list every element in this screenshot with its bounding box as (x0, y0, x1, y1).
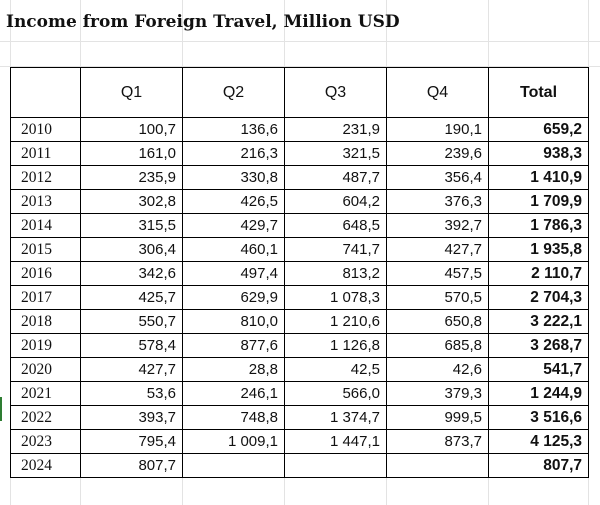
cell-q1[interactable]: 342,6 (81, 262, 183, 286)
cell-year[interactable]: 2017 (11, 286, 81, 310)
table-row (11, 334, 589, 358)
cell-q4[interactable]: 356,4 (387, 166, 489, 190)
header-row (11, 68, 589, 118)
cell-q2[interactable]: 216,3 (183, 142, 285, 166)
cell-year[interactable]: 2013 (11, 190, 81, 214)
cell-q2[interactable]: 28,8 (183, 358, 285, 382)
cell-q1[interactable]: 100,7 (81, 118, 183, 142)
cell-q1[interactable]: 578,4 (81, 334, 183, 358)
header-cell-q1[interactable]: Q1 (81, 68, 183, 118)
cell-q4[interactable]: 392,7 (387, 214, 489, 238)
cell-q4[interactable]: 190,1 (387, 118, 489, 142)
cell-total[interactable]: 3 268,7 (489, 334, 589, 358)
cell-q4[interactable]: 685,8 (387, 334, 489, 358)
cell-q3[interactable]: 604,2 (285, 190, 387, 214)
cell-year[interactable]: 2021 (11, 382, 81, 406)
cell-q1[interactable]: 550,7 (81, 310, 183, 334)
table-row (11, 430, 589, 454)
cell-q4[interactable]: 379,3 (387, 382, 489, 406)
table-row (11, 166, 589, 190)
gridline (0, 41, 600, 42)
cell-q3[interactable]: 813,2 (285, 262, 387, 286)
cell-q4[interactable]: 570,5 (387, 286, 489, 310)
row-selection-marker (0, 397, 2, 421)
header-cell-q3[interactable]: Q3 (285, 68, 387, 118)
cell-q3[interactable]: 321,5 (285, 142, 387, 166)
cell-q2[interactable] (183, 454, 285, 478)
cell-year[interactable]: 2019 (11, 334, 81, 358)
table-row (11, 406, 589, 430)
cell-year[interactable]: 2010 (11, 118, 81, 142)
header-cell-q4[interactable]: Q4 (387, 68, 489, 118)
cell-total[interactable]: 2 704,3 (489, 286, 589, 310)
cell-total[interactable]: 1 786,3 (489, 214, 589, 238)
cell-q3[interactable]: 1 126,8 (285, 334, 387, 358)
table-row (11, 142, 589, 166)
cell-q4[interactable]: 239,6 (387, 142, 489, 166)
cell-q2[interactable]: 246,1 (183, 382, 285, 406)
table-row (11, 310, 589, 334)
cell-year[interactable]: 2020 (11, 358, 81, 382)
cell-q3[interactable] (285, 454, 387, 478)
cell-year[interactable]: 2014 (11, 214, 81, 238)
table-row (11, 382, 589, 406)
cell-total[interactable]: 2 110,7 (489, 262, 589, 286)
cell-q1[interactable]: 302,8 (81, 190, 183, 214)
cell-total[interactable]: 1 935,8 (489, 238, 589, 262)
cell-q1[interactable]: 315,5 (81, 214, 183, 238)
table-row (11, 286, 589, 310)
cell-q2[interactable]: 136,6 (183, 118, 285, 142)
table-row (11, 190, 589, 214)
cell-year[interactable]: 2024 (11, 454, 81, 478)
cell-q3[interactable]: 231,9 (285, 118, 387, 142)
cell-total[interactable]: 1 709,9 (489, 190, 589, 214)
cell-year[interactable]: 2022 (11, 406, 81, 430)
table-row (11, 454, 589, 478)
cell-q4[interactable]: 42,6 (387, 358, 489, 382)
sheet-title[interactable]: Income from Foreign Travel, Million USD (6, 12, 400, 32)
cell-q1[interactable]: 53,6 (81, 382, 183, 406)
cell-total[interactable]: 938,3 (489, 142, 589, 166)
cell-q2[interactable]: 1 009,1 (183, 430, 285, 454)
cell-q3[interactable]: 1 447,1 (285, 430, 387, 454)
cell-total[interactable]: 3 222,1 (489, 310, 589, 334)
cell-total[interactable]: 1 410,9 (489, 166, 589, 190)
cell-q1[interactable]: 161,0 (81, 142, 183, 166)
cell-year[interactable]: 2018 (11, 310, 81, 334)
cell-q4[interactable]: 873,7 (387, 430, 489, 454)
cell-q4[interactable]: 457,5 (387, 262, 489, 286)
cell-year[interactable]: 2023 (11, 430, 81, 454)
table-row (11, 238, 589, 262)
table-row (11, 358, 589, 382)
cell-q4[interactable]: 650,8 (387, 310, 489, 334)
cell-q2[interactable]: 460,1 (183, 238, 285, 262)
cell-q1[interactable]: 795,4 (81, 430, 183, 454)
cell-q1[interactable]: 235,9 (81, 166, 183, 190)
cell-q2[interactable]: 810,0 (183, 310, 285, 334)
cell-q1[interactable]: 807,7 (81, 454, 183, 478)
cell-total[interactable]: 4 125,3 (489, 430, 589, 454)
cell-q2[interactable]: 429,7 (183, 214, 285, 238)
table-row (11, 214, 589, 238)
cell-q3[interactable]: 566,0 (285, 382, 387, 406)
cell-q3[interactable]: 1 078,3 (285, 286, 387, 310)
cell-total[interactable]: 1 244,9 (489, 382, 589, 406)
cell-total[interactable]: 3 516,6 (489, 406, 589, 430)
cell-q3[interactable]: 487,7 (285, 166, 387, 190)
cell-year[interactable]: 2016 (11, 262, 81, 286)
cell-q2[interactable]: 877,6 (183, 334, 285, 358)
cell-q4[interactable]: 999,5 (387, 406, 489, 430)
cell-q3[interactable]: 1 374,7 (285, 406, 387, 430)
cell-year[interactable]: 2011 (11, 142, 81, 166)
cell-total[interactable]: 807,7 (489, 454, 589, 478)
table-row (11, 118, 589, 142)
table-row (11, 262, 589, 286)
cell-q2[interactable]: 748,8 (183, 406, 285, 430)
cell-q2[interactable]: 497,4 (183, 262, 285, 286)
cell-q4[interactable]: 427,7 (387, 238, 489, 262)
cell-q3[interactable]: 648,5 (285, 214, 387, 238)
cell-q3[interactable]: 741,7 (285, 238, 387, 262)
cell-year[interactable]: 2012 (11, 166, 81, 190)
header-cell-q2[interactable]: Q2 (183, 68, 285, 118)
cell-q2[interactable]: 426,5 (183, 190, 285, 214)
header-cell-year[interactable] (11, 68, 81, 118)
cell-total[interactable]: 541,7 (489, 358, 589, 382)
cell-q2[interactable]: 629,9 (183, 286, 285, 310)
cell-year[interactable]: 2015 (11, 238, 81, 262)
cell-q4[interactable] (387, 454, 489, 478)
income-table (10, 67, 589, 478)
cell-q1[interactable]: 427,7 (81, 358, 183, 382)
cell-total[interactable]: 659,2 (489, 118, 589, 142)
header-cell-total[interactable]: Total (489, 68, 589, 118)
cell-q1[interactable]: 425,7 (81, 286, 183, 310)
cell-q4[interactable]: 376,3 (387, 190, 489, 214)
cell-q1[interactable]: 306,4 (81, 238, 183, 262)
cell-q3[interactable]: 42,5 (285, 358, 387, 382)
cell-q2[interactable]: 330,8 (183, 166, 285, 190)
cell-q1[interactable]: 393,7 (81, 406, 183, 430)
cell-q3[interactable]: 1 210,6 (285, 310, 387, 334)
